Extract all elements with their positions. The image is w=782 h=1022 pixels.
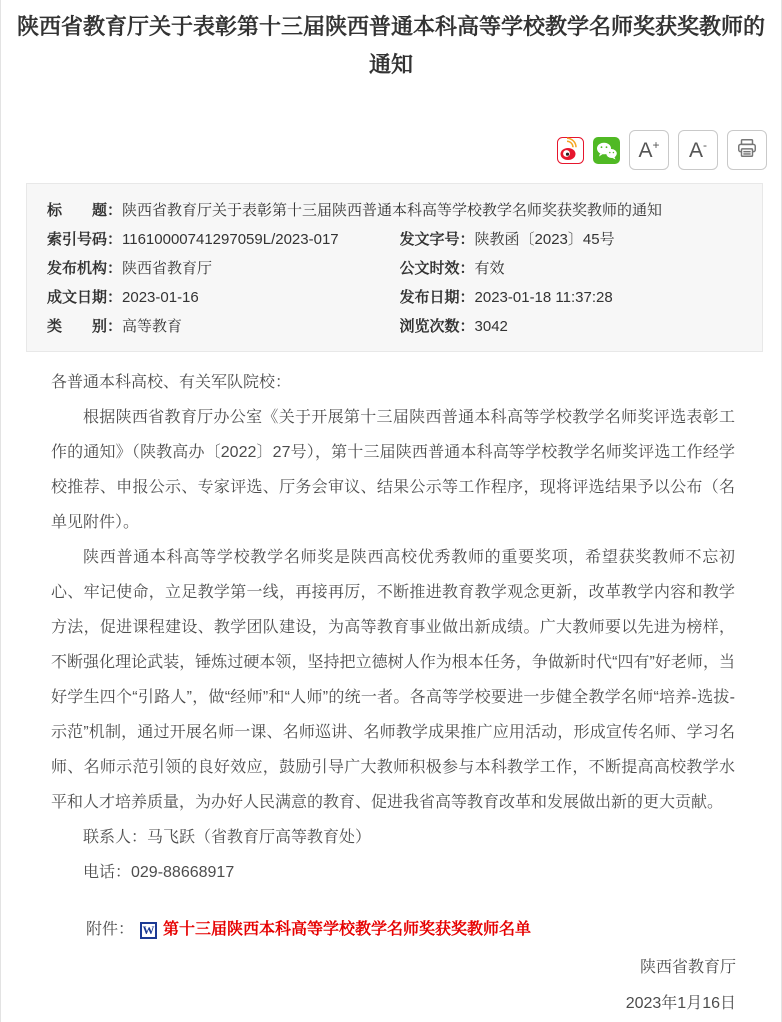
contact-phone: 电话：029-88668917 xyxy=(83,864,235,881)
meta-label-docnum: 发文字号： xyxy=(399,231,475,248)
word-doc-icon: W xyxy=(140,922,157,939)
body-paragraph: 陕西普通本科高等学校教学名师奖是陕西高校优秀教师的重要奖项，希望获奖教师不忘初心、牢记使命，立足教学第一线，再接再厉，不断推进教育教学观念更新，改革教学内容和教学方法，促进课程建设、教学团队建设，为高等教育事业做出新成绩。广大教师要以先进为榜样，不断强化理论武装，锤炼过硬本领，坚持把立德树人作为根本任务，争做新时代“四有”好老师，当好学生四个“引路人”，做“经师”和“人师”的统一者。各高等学校要进一步健全教学名师“培养-选拔-示范”机制，通过开展名师一课、名师巡讲、名师教学成果推广应用活动，形成宣传名师、学习名师、名师示范引领的良好效应，鼓励引导广大教师积极参与本科教学工作，不断提高高校教学水平和人才培养质量，为办好人民满意的教育、促进我省高等教育改革和发展做出新的更大贡献。 xyxy=(51,549,735,811)
contact-person: 联系人：马飞跃（省教育厅高等教育处） xyxy=(83,829,372,846)
share-toolbar xyxy=(1,130,781,170)
meta-label-validity: 公文时效： xyxy=(399,260,475,277)
metadata-panel xyxy=(26,183,763,352)
meta-value-publish-date: 2023-01-18 11:37:28 xyxy=(474,289,613,306)
meta-value-views: 3042 xyxy=(474,318,508,335)
page-title: 陕西省教育厅关于表彰第十三届陕西普通本科高等学校教学名师奖获奖教师的通知 xyxy=(16,14,765,77)
meta-value-category: 高等教育 xyxy=(122,318,183,335)
meta-row-title xyxy=(47,196,752,225)
signature-block xyxy=(1,950,781,1022)
printer-icon xyxy=(736,137,758,163)
font-decrease-sup: - xyxy=(703,138,707,152)
meta-label-written-date: 成文日期： xyxy=(47,289,123,306)
meta-value-issuer: 陕西省教育厅 xyxy=(122,260,213,277)
meta-label-title: 标 题： xyxy=(47,202,123,219)
meta-label-views: 浏览次数： xyxy=(399,318,475,335)
meta-label-index: 索引号码： xyxy=(47,231,123,248)
meta-label-issuer: 发布机构： xyxy=(47,260,123,277)
attachment-label: 附件： xyxy=(86,921,135,938)
weibo-share-icon[interactable] xyxy=(557,137,584,164)
meta-label-publish-date: 发布日期： xyxy=(399,289,475,306)
meta-row xyxy=(47,283,752,312)
print-button[interactable] xyxy=(727,130,767,170)
meta-value-validity: 有效 xyxy=(474,260,505,277)
font-increase-button[interactable] xyxy=(629,130,669,170)
meta-value-docnum: 陕教函〔2023〕45号 xyxy=(474,231,615,248)
meta-value-written-date: 2023-01-16 xyxy=(122,289,199,306)
meta-row xyxy=(47,312,752,341)
wechat-share-icon[interactable] xyxy=(593,137,620,164)
attachment-link[interactable]: 第十三届陕西本科高等学校教学名师奖获奖教师名单 xyxy=(163,921,532,938)
meta-value-index: 11610000741297059L/2023-017 xyxy=(122,231,339,248)
meta-value-title: 陕西省教育厅关于表彰第十三届陕西普通本科高等学校教学名师奖获奖教师的通知 xyxy=(122,202,663,219)
font-increase-sup: + xyxy=(652,138,660,152)
attachment-row xyxy=(1,915,781,945)
body-paragraph: 根据陕西省教育厅办公室《关于开展第十三届陕西普通本科高等学校教学名师奖评选表彰工作的通知》（陕教高办〔2022〕27号），第十三届陕西普通本科高等学校教学名师奖评选工作经学校推荐、申报公示、专家评选、厅务会审议、结果公示等工作程序，现将评选结果予以公布（名单见附件）。 xyxy=(51,409,735,531)
font-increase-label: A xyxy=(638,138,653,162)
document-body xyxy=(1,365,781,890)
meta-row xyxy=(47,254,752,283)
font-decrease-label: A xyxy=(688,138,703,162)
meta-label-category: 类 别： xyxy=(47,318,123,335)
font-decrease-button[interactable] xyxy=(678,130,718,170)
signature-date: 2023年1月16日 xyxy=(625,995,736,1012)
signature-org: 陕西省教育厅 xyxy=(639,959,736,976)
meta-row xyxy=(47,225,752,254)
salutation: 各普通本科高校、有关军队院校： xyxy=(51,374,292,391)
